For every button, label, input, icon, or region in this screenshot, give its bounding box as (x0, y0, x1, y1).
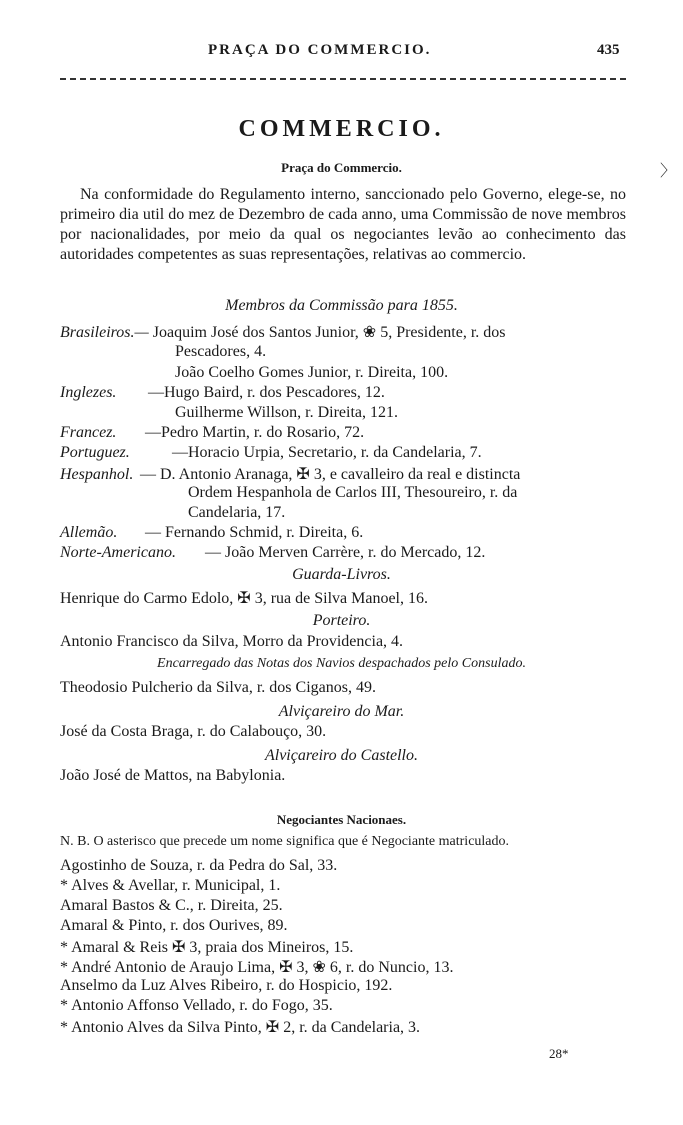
merchant-entry: * Amaral & Reis ✠ 3, praia dos Mineiros, 15. (60, 939, 354, 956)
member-text: — João Merven Carrère, r. do Mercado, 12. (205, 544, 486, 561)
member-line (60, 524, 363, 542)
running-head (0, 42, 683, 66)
member-label: Francez. (60, 424, 117, 441)
member-text: —Hugo Baird, r. dos Pescadores, 12. (148, 384, 385, 401)
office-holder: José da Costa Braga, r. do Calabouço, 30. (60, 723, 327, 740)
member-line (175, 364, 448, 382)
member-line (60, 384, 385, 402)
member-text: Joaquim José dos Santos Junior, ❀ 5, Presidente, r. dos (152, 324, 506, 341)
section-subheading: Praça do Commercio. (281, 160, 402, 175)
merchant-entry: * Antonio Alves da Silva Pinto, ✠ 2, r. da Candelaria, 3. (60, 1019, 421, 1036)
office-title: Porteiro. (312, 612, 371, 629)
office-holder: João José de Mattos, na Babylonia. (60, 767, 286, 784)
member-label: Inglezes. (60, 384, 117, 401)
office-title: Guarda-Livros. (292, 566, 391, 583)
member-line (60, 464, 520, 484)
member-text: Pescadores, 4. (175, 343, 267, 360)
intro-text: Na conformidade do Regulamento interno, sanccionado pelo Governo, elege-se, no primeiro dia util do mez de Dezembro de cada anno, uma Commissão de nove membros por nacionalidades, por meio da qual os negociantes levão ao conhecimento das autoridades competentes as suas representações, relativas ao commercio. (60, 186, 626, 263)
member-line (175, 404, 398, 422)
member-text: —Horacio Urpia, Secretario, r. da Candelaria, 7. (172, 444, 482, 461)
member-text: Ordem Hespanhola de Carlos III, Thesoureiro, r. da (188, 484, 518, 501)
merchants-heading: Negociantes Nacionaes. (276, 812, 407, 827)
merchant-entry: * Antonio Affonso Vellado, r. do Fogo, 35. (60, 997, 333, 1014)
office-title: Alviçareiro do Mar. (278, 703, 405, 720)
member-line (60, 544, 485, 562)
commission-heading: Membros da Commissão para 1855. (225, 297, 458, 314)
section-title: COMMERCIO. (238, 116, 445, 142)
merchant-entry: * Alves & Avellar, r. Municipal, 1. (60, 877, 281, 894)
member-text: Guilherme Willson, r. Direita, 121. (175, 404, 399, 421)
member-line (188, 484, 517, 502)
office-holder: Antonio Francisco da Silva, Morro da Providencia, 4. (60, 633, 404, 650)
member-line (175, 343, 266, 361)
merchant-entry: Agostinho de Souza, r. da Pedra do Sal, 33. (60, 857, 338, 874)
member-text: — D. Antonio Aranaga, ✠ 3, e cavalleiro da real e distincta (140, 466, 521, 483)
merchant-entry: * André Antonio de Araujo Lima, ✠ 3, ❀ 6, r. do Nuncio, 13. (60, 959, 454, 976)
page-number: 435 (597, 42, 620, 58)
member-text: João Coelho Gomes Junior, r. Direita, 100. (175, 364, 449, 381)
merchant-entry: Amaral Bastos & C., r. Direita, 25. (60, 897, 283, 914)
office-title: Encarregado das Notas dos Navios despachados pelo Consulado. (157, 656, 526, 671)
member-label: Brasileiros.— (60, 324, 149, 341)
member-text: Candelaria, 17. (188, 504, 286, 521)
merchant-entry: Amaral & Pinto, r. dos Ourives, 89. (60, 917, 288, 934)
member-text: — Fernando Schmid, r. Direita, 6. (145, 524, 364, 541)
member-label: Hespanhol. (60, 466, 134, 483)
member-label: Norte-Americano. (60, 544, 176, 561)
member-line (60, 424, 364, 442)
member-text: —Pedro Martin, r. do Rosario, 72. (145, 424, 365, 441)
member-line (60, 322, 506, 342)
member-label: Portuguez. (60, 444, 130, 461)
signature-mark: 28* (549, 1046, 569, 1061)
office-holder: Henrique do Carmo Edolo, ✠ 3, rua de Silva Manoel, 16. (60, 590, 428, 607)
office-holder: Theodosio Pulcherio da Silva, r. dos Ciganos, 49. (60, 679, 376, 696)
intro-paragraph (60, 185, 626, 265)
merchant-entry: Anselmo da Luz Alves Ribeiro, r. do Hospicio, 192. (60, 977, 393, 994)
member-label: Allemão. (60, 524, 118, 541)
margin-mark: 〉 (660, 163, 677, 180)
asterisk-note: N. B. O asterisco que precede um nome significa que é Negociante matriculado. (60, 834, 510, 849)
header-rule (60, 78, 626, 80)
office-title: Alviçareiro do Castello. (264, 747, 418, 764)
member-line (60, 444, 482, 462)
running-title: PRAÇA DO COMMERCIO. (208, 42, 432, 58)
member-line (188, 504, 285, 522)
